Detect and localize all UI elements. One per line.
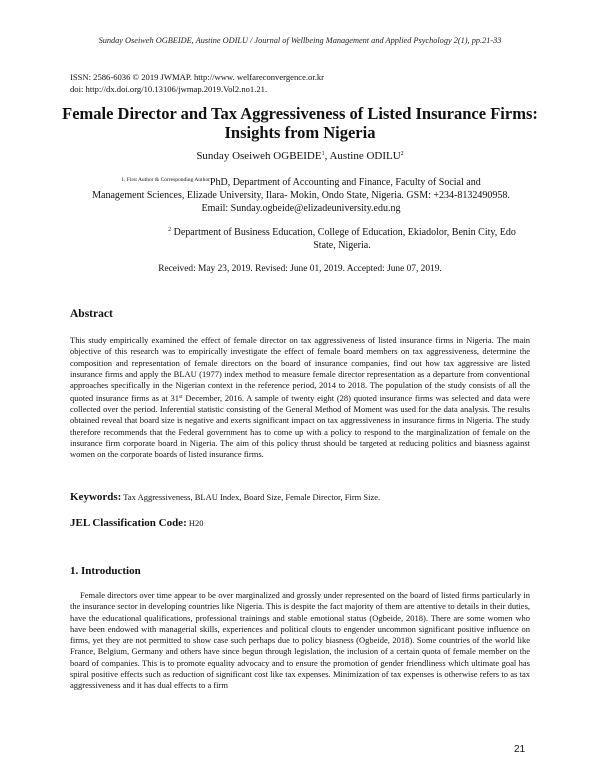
jel-classification	[70, 517, 530, 529]
keywords-text: Tax Aggressiveness, BLAU Index, Board Size, Female Director, Firm Size.	[121, 492, 381, 502]
jel-code: H20	[186, 518, 204, 528]
introduction-body: Female directors over time appear to be over marginalized and grossly under represented on the board of listed firms particularly in the insurance sector in developing countries like Nigeria. This is despite the fact majority of them are attentive to details in their duties, have the educational qualifications, professional trainings and stable emotional status (Ogbeide, 2018). There are some women who have been endowed with managerial skills, experiences and political clouts to engender uncommon significant positive influence on firms, yet they are not permitted to show case such perhaps due to policy biasness (Ogbeide, 2018). Some countries of the world like France, Belgium, Germany and others have since begun through legislation, the inclusion of a certain quota of female member on the board of companies. This is to promote equality advocacy and to ensure the promotion of gender friendliness which ultimate goal has spiral positive effects such as reduction of significant cost like tax expenses. Minimization of tax expenses is otherwise refers to as tax aggressiveness and it has dual effects to a firm	[70, 590, 530, 691]
paper-title	[50, 104, 550, 142]
author-1-name: Sunday Oseiweh OGBEIDE	[196, 150, 322, 162]
affiliation-1-line-2: Management Sciences, Elizade University, Ilara- Mokin, Ondo State, Nigeria. GSM: +234-8132490958.	[92, 190, 510, 201]
affiliation-2-sup: 2	[168, 227, 172, 233]
affiliation-2-line-2: State, Nigeria.	[313, 240, 371, 251]
title-line-2: Insights from Nigeria	[224, 123, 376, 142]
keywords	[70, 491, 530, 503]
author-2-sup: 2	[400, 151, 404, 157]
affiliation-2-line-1: Department of Business Education, College of Education, Ekiadolor, Benin City, Edo	[173, 227, 516, 238]
doi-line: doi: http://dx.doi.org/10.13106/jwmap.2019.Vol2.no1.21.	[70, 84, 268, 94]
affiliation-2	[148, 224, 536, 252]
keywords-label: Keywords:	[70, 491, 122, 503]
author-1-sup: 1	[321, 151, 325, 157]
author-2-name: Austine ODILU	[329, 150, 401, 162]
page-number: 21	[514, 744, 526, 755]
affiliation-1-line-1: PhD, Department of Accounting and Finance, Faculty of Social and	[209, 177, 481, 188]
abstract-text-1: This study empirically examined the effect of female director on tax aggressiveness of listed insurance firms in Nigeria. The main objective of this research was to empirically investigate the effect of female board members on tax aggressiveness, determine the composition and representation of female directors on the board of insurance companies, find out how tax aggressive are listed insurance firms and apply the BLAU (1977) index method to measure female director representation as a departure from conventional approaches specifically in the Nigerian context in the reference period, 2014 to 2018. The population of the study consists of all the quoted insurance firms as at 31	[70, 335, 530, 403]
author-list	[50, 150, 550, 162]
issn-line: ISSN: 2586-6036 © 2019 JWMAP. http://www. welfareconvergence.or.kr	[70, 72, 325, 82]
running-header: Sunday Oseiweh OGBEIDE, Austine ODILU / Journal of Wellbeing Management and Applied Psychology 2(1), pp.21-33	[98, 36, 502, 45]
abstract-heading: Abstract	[70, 308, 113, 320]
jel-label: JEL Classification Code:	[70, 517, 187, 529]
abstract-ordinal-sup: st	[179, 393, 183, 400]
publication-meta	[70, 71, 324, 95]
affiliation-1-email: Email: Sunday.ogbeide@elizadeuniversity.edu.ng	[201, 203, 401, 214]
title-line-1: Female Director and Tax Aggressiveness of Listed Insurance Firms:	[62, 104, 538, 123]
introduction-heading: 1. Introduction	[70, 565, 141, 577]
abstract-text-2: December, 2016. A sample of twenty eight (28) quoted insurance firms was selected and data were collected over the period. Inferential statistic consisting of the General Method of Moment was used for the data analysis. The results obtained reveal that board size is negative and exerts significant impact on tax aggressiveness in insurance firms in Nigeria. The study therefore recommends that the Federal government has to come up with a policy to respond to the marginalization of female on the insurance firm corporate board in Nigeria. The aim of this policy thrust should be targeted at reducing politics and biasness against women on the corporate boards of listed insurance firms.	[70, 392, 531, 460]
author-separator: ,	[324, 150, 330, 162]
corresponding-author-footnote: 1. First Author & Corresponding Author	[121, 177, 210, 183]
affiliation-1	[66, 174, 536, 215]
submission-dates: Received: May 23, 2019. Revised: June 01, 2019. Accepted: June 07, 2019.	[158, 264, 442, 274]
abstract-body	[70, 335, 530, 461]
